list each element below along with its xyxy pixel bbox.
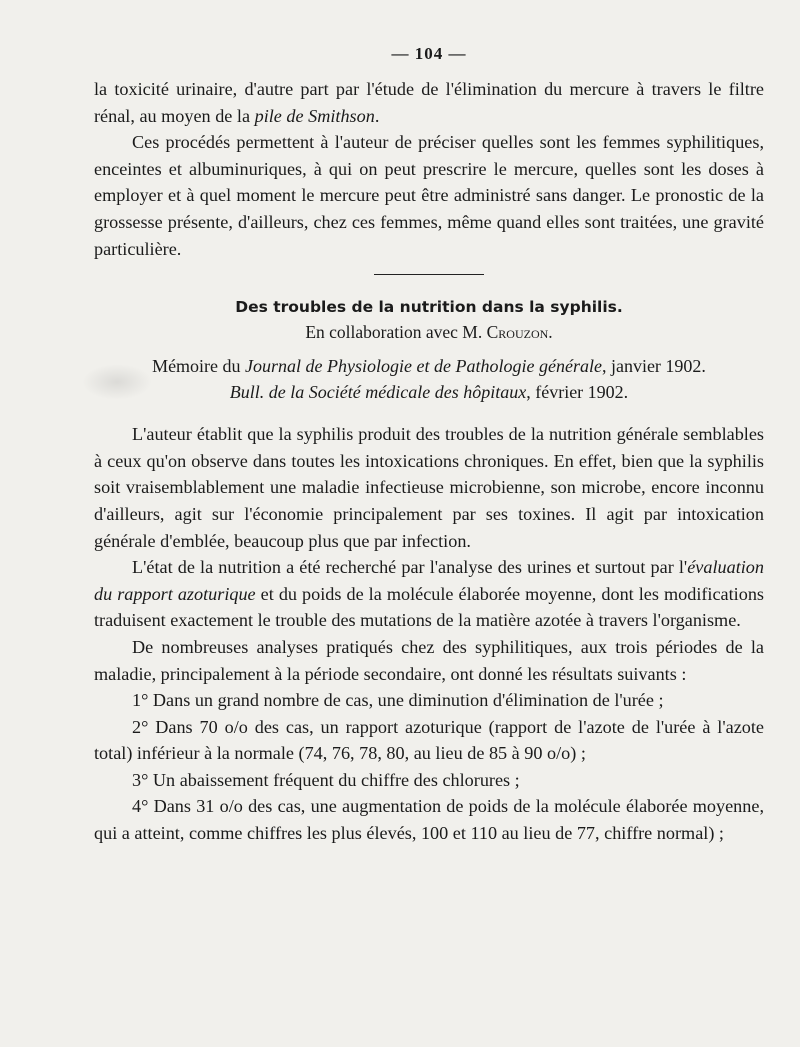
body-paragraph-2: L'état de la nutrition a été recherché par l'analyse des urines et surtout par l'évaluation du rapport azoturique et du poids de la molécule élaborée moyenne, dont les modifications traduisent exactement le trouble des mutations de la matière azotée à travers l'organisme. (94, 557, 764, 631)
result-item: 1° Dans un grand nombre de cas, une diminution d'élimination de l'urée ; (132, 690, 664, 711)
result-item: 2° Dans 70 o/o des cas, un rapport azoturique (rapport de l'azote de l'urée à l'azote total) inférieur à la normale (74, 76, 78, 80, au lieu de 85 à 90 o/o) ; (94, 716, 764, 764)
page-number: — 104 — (391, 44, 467, 63)
section-title: Des troubles de la nutrition dans la syphilis. (235, 298, 623, 317)
intro-block (94, 76, 764, 262)
section-divider (374, 274, 484, 275)
collaboration-line: En collaboration avec M. Crouzon. (305, 322, 553, 343)
body-block (94, 421, 764, 847)
result-item: 4° Dans 31 o/o des cas, une augmentation de poids de la molécule élaborée moyenne, qui a atteint, comme chiffres les plus élevés, 100 et 110 au lieu de 77, chiffre normal) ; (94, 796, 764, 844)
intro-paragraph-2: Ces procédés permettent à l'auteur de préciser quelles sont les femmes syphilitiques, enceintes et albuminuriques, à qui on peut prescrire le mercure, quelles sont les doses à employer et à quel moment le mercure peut être administré sans danger. Le pronostic de la grossesse présente, d'ailleurs, chez ces femmes, même quand elles sont traitées, une gravité particulière. (94, 132, 764, 259)
body-paragraph-3: De nombreuses analyses pratiqués chez des syphilitiques, aux trois périodes de la maladie, principalement à la période secondaire, ont donné les résultats suivants : (94, 636, 764, 684)
collaborator-name: Crouzon (486, 322, 549, 343)
publication-reference-1: Mémoire du Journal de Physiologie et de Pathologie générale, janvier 1902. (152, 356, 706, 377)
publication-reference-2: Bull. de la Société médicale des hôpitaux, février 1902. (229, 382, 629, 403)
body-paragraph-1: L'auteur établit que la syphilis produit des troubles de la nutrition générale semblables à ceux qu'on observe dans toutes les intoxications chroniques. En effet, bien que la syphilis soit vraisemblablement une maladie infectieuse microbienne, son microbe, encore inconnu d'ailleurs, agit sur l'économie principalement par ses toxines. Il agit par intoxication générale d'emblée, beaucoup plus que par infection. (94, 424, 764, 551)
result-item: 3° Un abaissement fréquent du chiffre des chlorures ; (132, 769, 520, 790)
intro-paragraph-continued: la toxicité urinaire, d'autre part par l'étude de l'élimination du mercure à travers le filtre rénal, au moyen de la pile de Smithson. (94, 79, 764, 126)
